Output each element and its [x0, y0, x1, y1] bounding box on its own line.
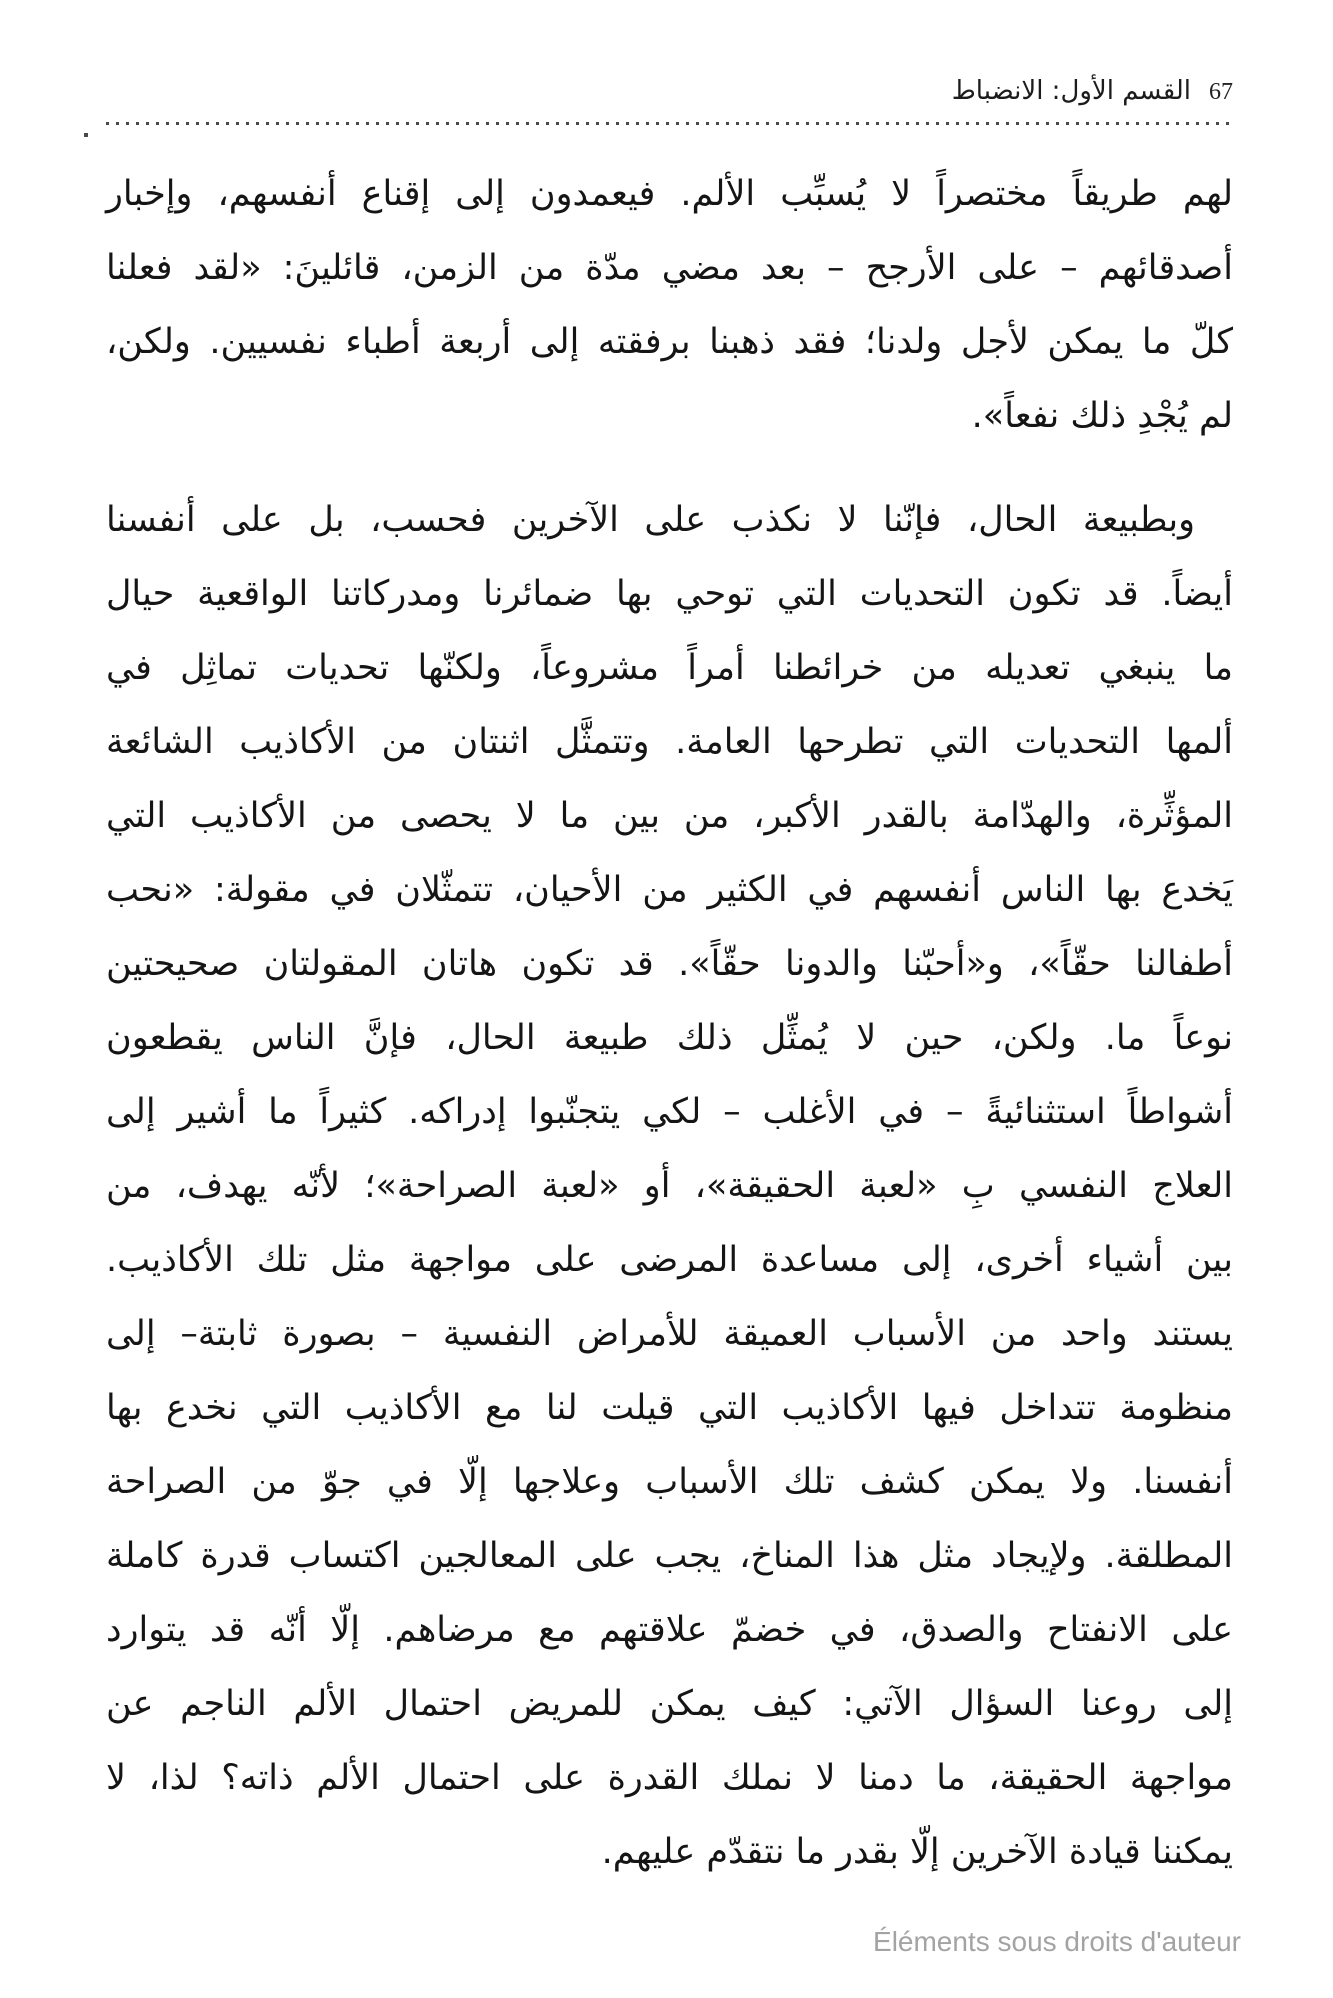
- text-line: منظومة تتداخل فيها الأكاذيب التي قيلت لنا مع الأكاذيب التي نخدع بها: [106, 1388, 1233, 1428]
- text-line: لم يُجْدِ ذلك نفعاً».: [971, 396, 1233, 436]
- paragraph-2: [106, 483, 1233, 1889]
- paragraph-1: [106, 157, 1233, 453]
- text-line: كلّ ما يمكن لأجل ولدنا؛ فقد ذهبنا برفقته إلى أربعة أطباء نفسيين. ولكن،: [106, 322, 1233, 362]
- text-line: بين أشياء أخرى، إلى مساعدة المرضى على مواجهة مثل تلك الأكاذيب.: [106, 1240, 1233, 1280]
- text-line: العلاج النفسي بِ «لعبة الحقيقة»، أو «لعبة الصراحة»؛ لأنّه يهدف، من: [106, 1166, 1233, 1206]
- stray-dot: [84, 133, 88, 137]
- text-line: مواجهة الحقيقة، ما دمنا لا نملك القدرة على احتمال الألم ذاته؟ لذا، لا: [106, 1758, 1233, 1798]
- text-line: المطلقة. ولإيجاد مثل هذا المناخ، يجب على المعالجين اكتساب قدرة كاملة: [106, 1536, 1233, 1576]
- page-content: [106, 0, 1233, 1889]
- text-line: يمكننا قيادة الآخرين إلّا بقدر ما نتقدّم عليهم.: [601, 1832, 1233, 1872]
- page-header: [106, 76, 1233, 106]
- text-line: إلى روعنا السؤال الآتي: كيف يمكن للمريض احتمال الألم الناجم عن: [106, 1684, 1233, 1724]
- copyright-notice: Éléments sous droits d'auteur: [873, 1926, 1241, 1957]
- body-text: [106, 157, 1233, 1889]
- text-line: المؤثِّرة، والهدّامة بالقدر الأكبر، من بين ما لا يحصى من الأكاذيب التي: [106, 796, 1233, 836]
- text-line: يَخدع بها الناس أنفسهم في الكثير من الأحيان، تتمثّلان في مقولة: «نحب: [106, 870, 1233, 910]
- page-number: 67: [1209, 79, 1233, 105]
- dotted-divider: [106, 122, 1233, 125]
- text-line: يستند واحد من الأسباب العميقة للأمراض النفسية – بصورة ثابتة– إلى: [106, 1314, 1233, 1354]
- text-line: نوعاً ما. ولكن، حين لا يُمثِّل ذلك طبيعة الحال، فإنَّ الناس يقطعون: [106, 1018, 1233, 1058]
- text-line: أنفسنا. ولا يمكن كشف تلك الأسباب وعلاجها إلّا في جوّ من الصراحة: [106, 1462, 1233, 1502]
- running-head: القسم الأول: الانضباط: [951, 76, 1191, 106]
- text-line: أيضاً. قد تكون التحديات التي توحي بها ضمائرنا ومدركاتنا الواقعية حيال: [106, 574, 1233, 614]
- text-line: أشواطاً استثنائيةً – في الأغلب – لكي يتجنّبوا إدراكه. كثيراً ما أشير إلى: [106, 1092, 1233, 1132]
- text-line: وبطبيعة الحال، فإنّنا لا نكذب على الآخرين فحسب، بل على أنفسنا: [106, 500, 1195, 540]
- text-line: أطفالنا حقّاً»، و«أحبّنا والدونا حقّاً». قد تكون هاتان المقولتان صحيحتين: [106, 944, 1233, 984]
- text-line: ما ينبغي تعديله من خرائطنا أمراً مشروعاً، ولكنّها تحديات تماثِل في: [106, 648, 1233, 688]
- text-line: على الانفتاح والصدق، في خضمّ علاقتهم مع مرضاهم. إلّا أنّه قد يتوارد: [106, 1610, 1233, 1650]
- text-line: أصدقائهم – على الأرجح – بعد مضي مدّة من الزمن، قائلينَ: «لقد فعلنا: [106, 248, 1233, 288]
- text-line: لهم طريقاً مختصراً لا يُسبِّب الألم. فيعمدون إلى إقناع أنفسهم، وإخبار: [106, 174, 1233, 214]
- text-line: ألمها التحديات التي تطرحها العامة. وتتمثَّل اثنتان من الأكاذيب الشائعة: [106, 722, 1233, 762]
